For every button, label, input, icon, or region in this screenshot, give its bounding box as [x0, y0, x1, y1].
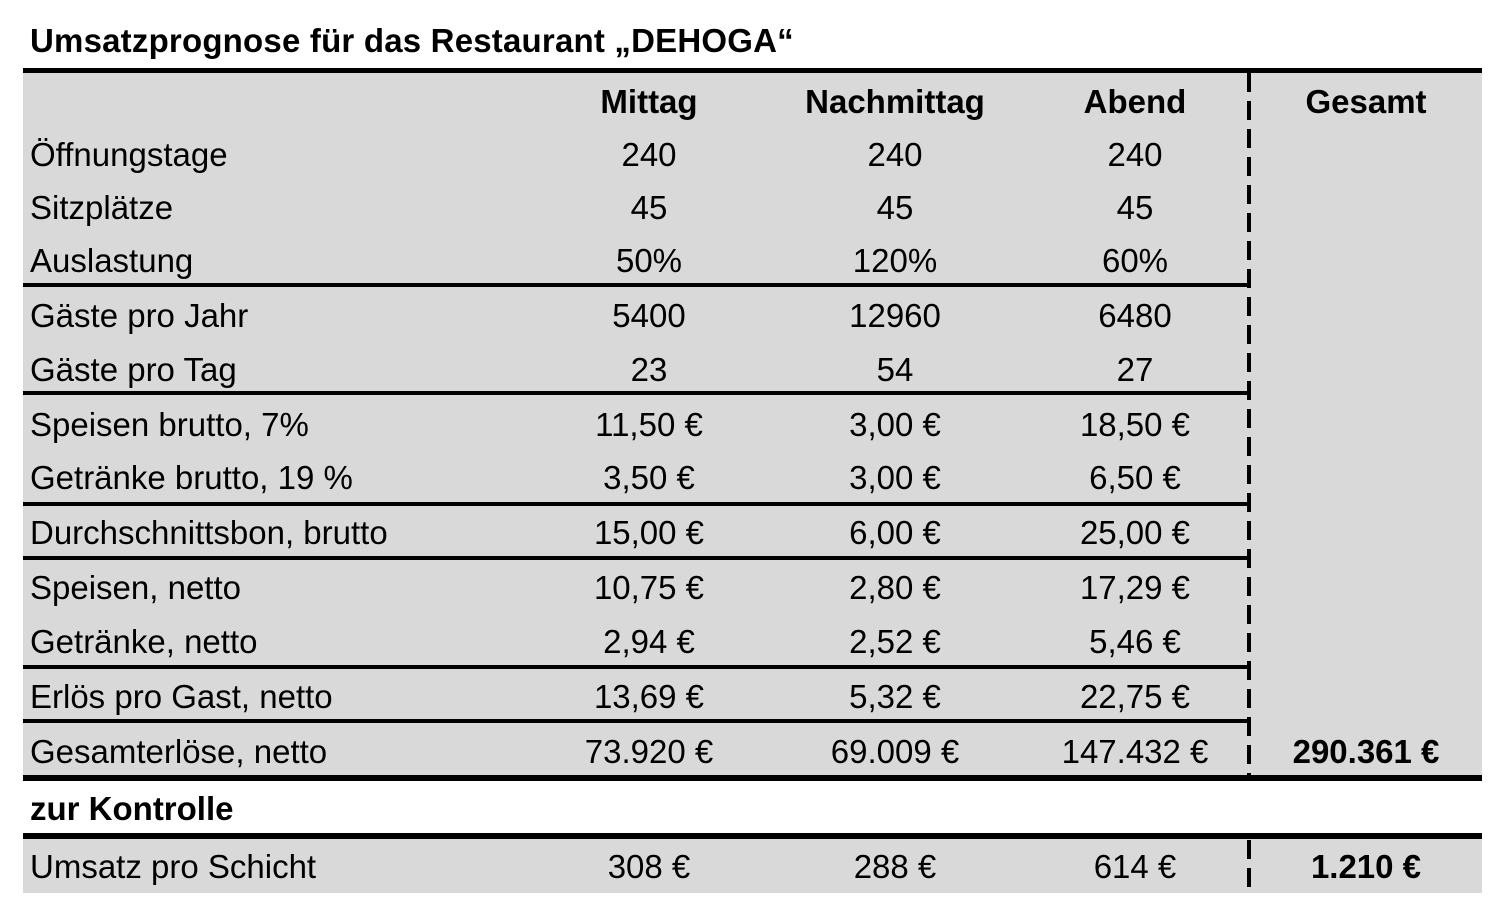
value-gesamt: 290.361 € — [1292, 733, 1440, 770]
row-label: Gesamterlöse, netto — [30, 733, 328, 770]
value-nachmittag: 3,00 € — [849, 406, 941, 443]
row-label: Getränke, netto — [30, 623, 258, 660]
rule-top — [23, 68, 1482, 73]
row-label: Speisen, netto — [30, 569, 241, 606]
value-mittag: 308 € — [607, 848, 691, 885]
row-label: Umsatz pro Schicht — [30, 848, 317, 885]
value-mittag: 50% — [615, 242, 683, 279]
value-mittag: 240 — [621, 136, 677, 173]
col-header-nachmittag: Nachmittag — [805, 83, 985, 120]
value-gesamt: 1.210 € — [1310, 848, 1422, 885]
row-label: Gäste pro Jahr — [30, 297, 249, 334]
rule-top-control — [23, 833, 1482, 839]
value-nachmittag: 3,00 € — [849, 459, 941, 496]
value-nachmittag: 240 — [867, 136, 923, 173]
value-mittag: 5400 — [612, 297, 686, 334]
value-mittag: 15,00 € — [593, 514, 705, 551]
rule-after-gaeste — [23, 391, 1251, 395]
value-abend: 18,50 € — [1079, 406, 1191, 443]
value-abend: 6,50 € — [1089, 459, 1181, 496]
value-mittag: 23 — [630, 351, 668, 388]
value-abend: 5,46 € — [1089, 623, 1181, 660]
value-nachmittag: 2,80 € — [849, 569, 941, 606]
value-mittag: 45 — [630, 189, 668, 226]
rule-after-getraenke-brutto — [23, 502, 1251, 506]
rule-after-durchschnittsbon — [23, 556, 1251, 560]
value-abend: 45 — [1116, 189, 1154, 226]
col-header-gesamt: Gesamt — [1305, 83, 1427, 120]
row-label: Durchschnittsbon, brutto — [30, 514, 388, 551]
value-nachmittag: 120% — [852, 242, 938, 279]
value-mittag: 13,69 € — [593, 678, 705, 715]
row-label: Speisen brutto, 7% — [30, 406, 309, 443]
rule-after-getraenke-netto — [23, 665, 1251, 669]
value-mittag: 2,94 € — [603, 623, 695, 660]
value-abend: 6480 — [1098, 297, 1172, 334]
value-mittag: 3,50 € — [603, 459, 695, 496]
value-nachmittag: 69.009 € — [830, 733, 960, 770]
value-mittag: 73.920 € — [584, 733, 714, 770]
value-abend: 25,00 € — [1079, 514, 1191, 551]
row-label: Öffnungstage — [30, 136, 228, 173]
value-nachmittag: 5,32 € — [849, 678, 941, 715]
value-abend: 17,29 € — [1079, 569, 1191, 606]
rule-after-erloes — [23, 719, 1251, 723]
row-label: Getränke brutto, 19 % — [30, 459, 353, 496]
control-heading: zur Kontrolle — [30, 790, 234, 827]
row-label: Auslastung — [30, 242, 194, 279]
value-abend: 27 — [1116, 351, 1154, 388]
value-abend: 60% — [1101, 242, 1169, 279]
value-abend: 240 — [1107, 136, 1163, 173]
row-label: Gäste pro Tag — [30, 351, 237, 388]
value-nachmittag: 288 € — [853, 848, 937, 885]
row-label: Erlös pro Gast, netto — [30, 678, 333, 715]
col-header-mittag: Mittag — [600, 83, 698, 120]
value-nachmittag: 45 — [876, 189, 914, 226]
rule-after-auslastung — [23, 283, 1251, 287]
col-header-abend: Abend — [1083, 83, 1187, 120]
value-mittag: 11,50 € — [595, 406, 703, 443]
value-nachmittag: 2,52 € — [849, 623, 941, 660]
value-nachmittag: 12960 — [849, 297, 941, 334]
value-abend: 22,75 € — [1079, 678, 1191, 715]
page-title: Umsatzprognose für das Restaurant „DEHOGA“ — [30, 22, 794, 59]
row-label: Sitzplätze — [30, 189, 174, 226]
value-abend: 614 € — [1093, 848, 1177, 885]
rule-bottom-main — [23, 775, 1482, 781]
value-nachmittag: 6,00 € — [849, 514, 941, 551]
value-mittag: 10,75 € — [593, 569, 705, 606]
value-nachmittag: 54 — [876, 351, 914, 388]
value-abend: 147.432 € — [1061, 733, 1209, 770]
